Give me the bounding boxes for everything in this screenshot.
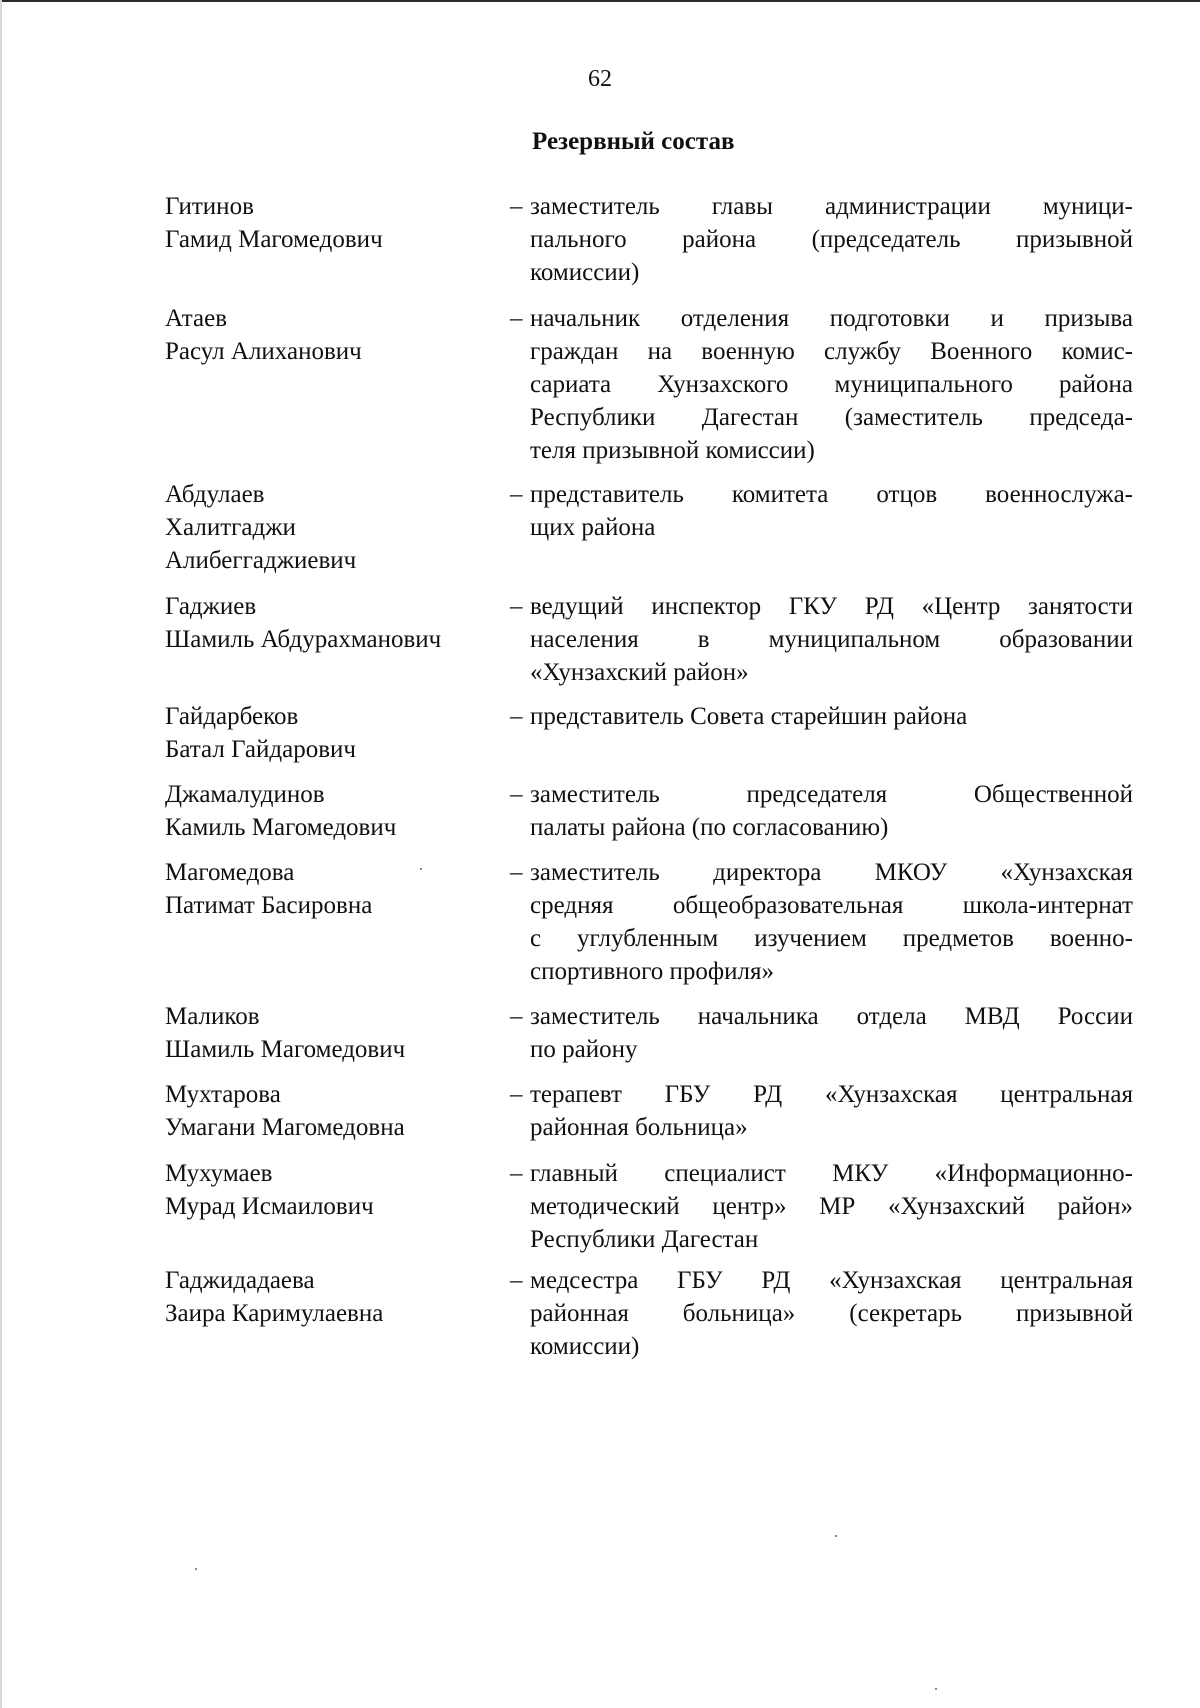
role-dash: – xyxy=(510,781,523,808)
role-dash: – xyxy=(510,1081,523,1108)
member-role-line: районная больница» xyxy=(530,1114,748,1141)
member-name-line: Шамиль Магомедович xyxy=(165,1036,406,1063)
member-role-line: средняя общеобразовательная школа-интернат xyxy=(530,892,1133,919)
member-name-line: Абдулаев xyxy=(165,481,265,508)
member-role xyxy=(510,856,1133,988)
scan-speck xyxy=(195,1568,197,1570)
member-role-line: с углубленным изучением предметов военно- xyxy=(530,925,1133,952)
member-name xyxy=(165,478,495,577)
member-name-line: Алибеггаджиевич xyxy=(165,547,357,574)
member-role xyxy=(510,1000,1133,1066)
member-name xyxy=(165,590,495,656)
member-role-line: представитель комитета отцов военнослужа- xyxy=(530,481,1133,508)
member-role-line: заместитель начальника отдела МВД России xyxy=(530,1003,1133,1030)
scan-speck xyxy=(835,1535,837,1537)
role-dash: – xyxy=(510,1003,523,1030)
member-name-line: Гаджидадаева xyxy=(165,1267,315,1294)
member-name-line: Гайдарбеков xyxy=(165,703,299,730)
member-role-line: граждан на военную службу Военного комис- xyxy=(530,338,1133,365)
member-role-line: начальник отделения подготовки и призыва xyxy=(530,305,1133,332)
member-name-line: Патимат Басировна xyxy=(165,892,373,919)
member-role-line: щих района xyxy=(530,514,656,541)
member-name-line: Маликов xyxy=(165,1003,260,1030)
member-role xyxy=(510,1078,1133,1144)
member-role-line: районная больница» (секретарь призывной xyxy=(530,1300,1133,1327)
member-role xyxy=(510,478,1133,544)
member-role xyxy=(510,190,1133,289)
member-role xyxy=(510,590,1133,689)
member-role xyxy=(510,778,1133,844)
section-title: Резервный состав xyxy=(532,128,735,155)
member-role xyxy=(510,1264,1133,1363)
member-role xyxy=(510,302,1133,467)
member-role-line: пального района (председатель призывной xyxy=(530,226,1133,253)
member-role-line: комиссии) xyxy=(530,1333,640,1360)
member-name xyxy=(165,778,495,844)
member-name-line: Мухтарова xyxy=(165,1081,281,1108)
role-dash: – xyxy=(510,481,523,508)
page-number: 62 xyxy=(588,66,612,92)
member-role-line: терапевт ГБУ РД «Хунзахская центральная xyxy=(530,1081,1133,1108)
role-dash: – xyxy=(510,305,523,332)
member-name-line: Шамиль Абдурахманович xyxy=(165,626,442,653)
member-name-line: Батал Гайдарович xyxy=(165,736,356,763)
member-role xyxy=(510,1157,1133,1256)
role-dash: – xyxy=(510,593,523,620)
member-name-line: Гитинов xyxy=(165,193,254,220)
member-name xyxy=(165,856,495,922)
scan-border-top xyxy=(0,0,1200,2)
member-role-line: палаты района (по согласованию) xyxy=(530,814,889,841)
member-name-line: Умагани Магомедовна xyxy=(165,1114,405,1141)
role-dash: – xyxy=(510,1160,523,1187)
scan-border-left xyxy=(0,0,2,1708)
member-role-line: Республики Дагестан xyxy=(530,1226,759,1253)
member-role-line: населения в муниципальном образовании xyxy=(530,626,1133,653)
member-name xyxy=(165,302,495,368)
member-name-line: Гамид Магомедович xyxy=(165,226,383,253)
member-name-line: Гаджиев xyxy=(165,593,257,620)
member-name xyxy=(165,190,495,256)
role-dash: – xyxy=(510,193,523,220)
member-name-line: Мурад Исмаилович xyxy=(165,1193,374,1220)
member-name-line: Камиль Магомедович xyxy=(165,814,397,841)
member-role-line: заместитель председателя Общественной xyxy=(530,781,1133,808)
member-name-line: Расул Алиханович xyxy=(165,338,362,365)
member-name xyxy=(165,1000,495,1066)
member-role-line: комиссии) xyxy=(530,259,640,286)
member-name-line: Мухумаев xyxy=(165,1160,273,1187)
member-role-line: спортивного профиля» xyxy=(530,958,774,985)
member-role-line: методический центр» МР «Хунзахский район» xyxy=(530,1193,1133,1220)
scan-speck xyxy=(420,868,422,870)
member-role-line: главный специалист МКУ «Информационно- xyxy=(530,1160,1133,1187)
role-dash: – xyxy=(510,859,523,886)
member-role-line: медсестра ГБУ РД «Хунзахская центральная xyxy=(530,1267,1133,1294)
member-role-line: ведущий инспектор ГКУ РД «Центр занятости xyxy=(530,593,1133,620)
member-name xyxy=(165,700,495,766)
role-dash: – xyxy=(510,1267,523,1294)
member-name-line: Атаев xyxy=(165,305,228,332)
member-role-line: по району xyxy=(530,1036,638,1063)
member-name-line: Халитгаджи xyxy=(165,514,296,541)
member-name xyxy=(165,1157,495,1223)
member-role-line: «Хунзахский район» xyxy=(530,659,749,686)
member-role xyxy=(510,700,1133,733)
member-role-line: теля призывной комиссии) xyxy=(530,437,815,464)
member-name-line: Джамалудинов xyxy=(165,781,325,808)
member-name xyxy=(165,1264,495,1330)
role-dash: – xyxy=(510,703,523,730)
member-name-line: Магомедова xyxy=(165,859,295,886)
member-role-line: сариата Хунзахского муниципального района xyxy=(530,371,1133,398)
member-role-line: заместитель директора МКОУ «Хунзахская xyxy=(530,859,1133,886)
scan-speck xyxy=(935,1688,937,1690)
member-name-line: Заира Каримулаевна xyxy=(165,1300,384,1327)
member-role-line: представитель Совета старейшин района xyxy=(530,703,968,730)
member-role-line: Республики Дагестан (заместитель председа- xyxy=(530,404,1133,431)
member-role-line: заместитель главы администрации муници- xyxy=(530,193,1133,220)
member-name xyxy=(165,1078,495,1144)
